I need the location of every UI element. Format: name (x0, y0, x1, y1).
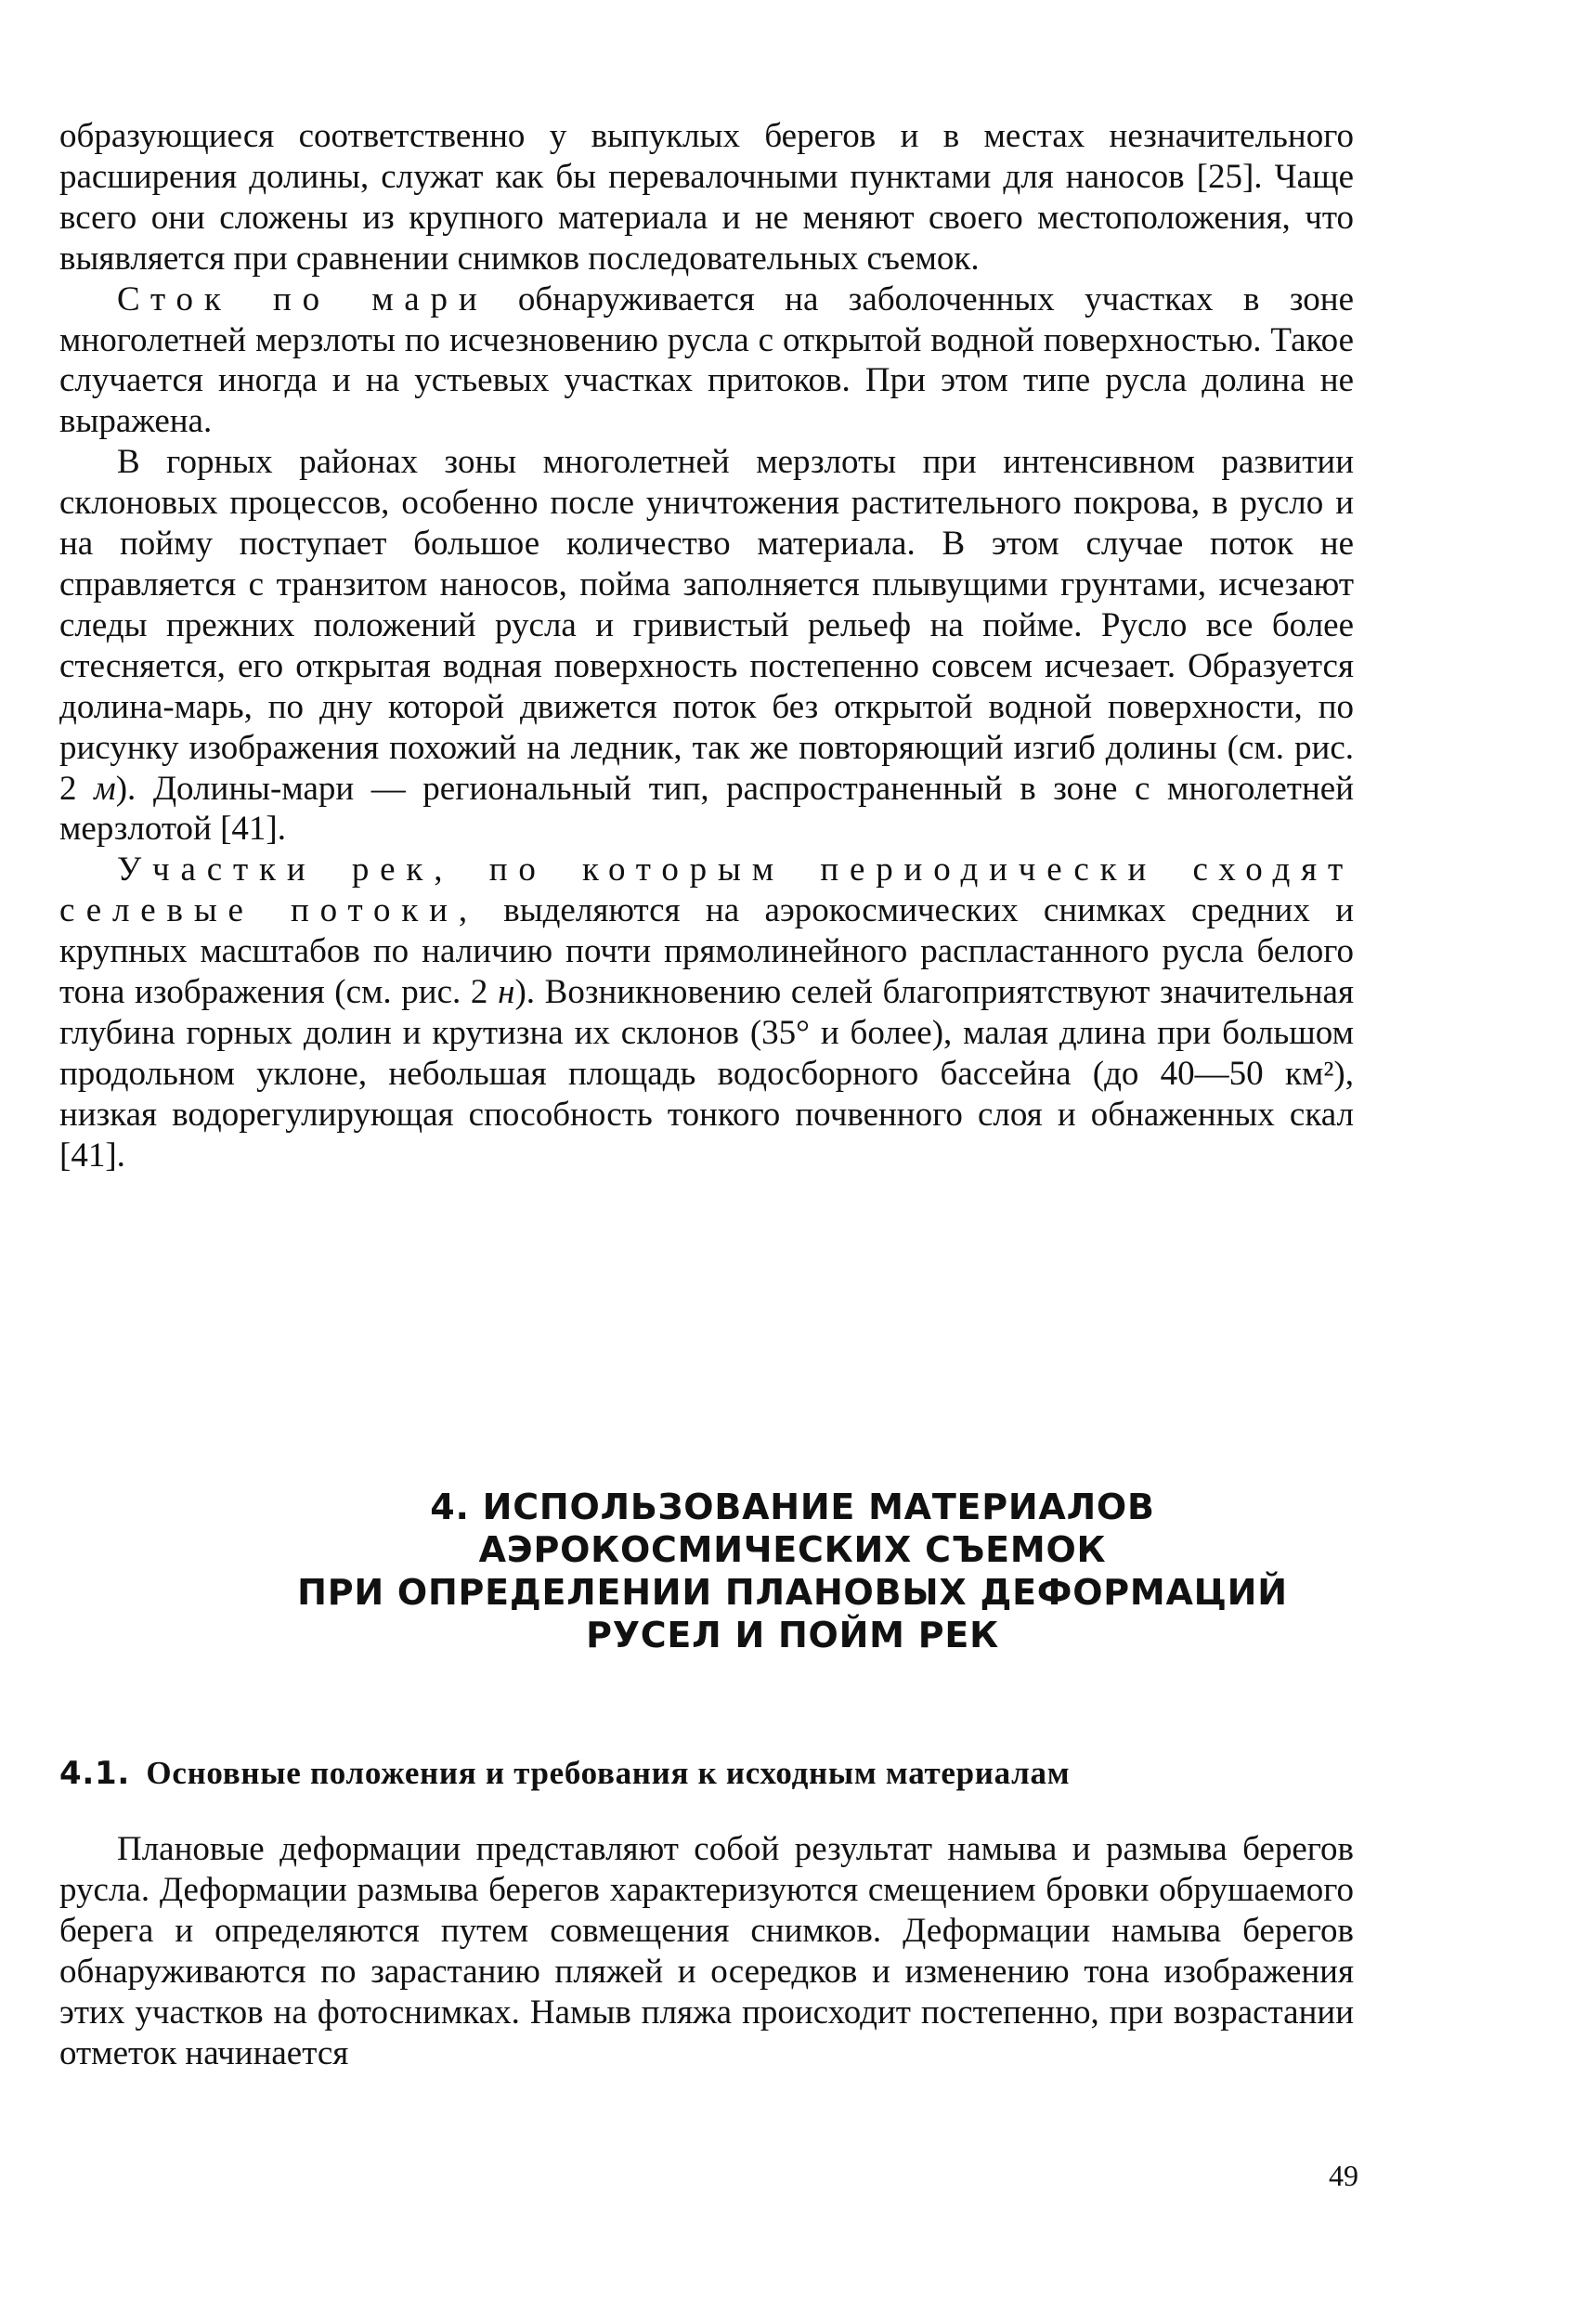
section-number: 4.1. (59, 1755, 130, 1792)
heading-line: РУСЕЛ И ПОЙМ РЕК (586, 1615, 999, 1655)
paragraph-mudflows (59, 850, 1354, 1175)
spaced-term: Участки рек, по которым периодически сходят селевые потоки, (59, 850, 1354, 930)
paragraph-text: В горных районах зоны многолетней мерзлоты при интенсивном развитии склоновых процессов, особенно после уничтожения растительного покрова, в русло и на пойму поступает большое количество материала. В этом случае поток не справляется с транзитом наносов, пойма заполняется плывущими грунтами, исчезают следы прежних положений русла и гривистый рельеф на пойме. Русло все более стесняется, его открытая водная поверхность постепенно совсем исчезает. Образуется долина-марь, по дну которой движется поток без открытой водной поверхности, по рисунку изображения похожий на ледник, так же повторяющий изгиб долины (см. рис. 2 (59, 443, 1354, 808)
paragraph-continuation (59, 116, 1354, 279)
heading-line: ПРИ ОПРЕДЕЛЕНИИ ПЛАНОВЫХ ДЕФОРМАЦИЙ (297, 1572, 1288, 1613)
body-text-block (59, 116, 1354, 1176)
chapter-heading (0, 1486, 1585, 1656)
paragraph-text: обнаруживается на заболоченных участках в зоне многолетней мерзлоты по исчезновению русла с открытой водной поверхностью. Такое случается иногда и на устьевых участках притоков. При этом типе русла долина не выражена. (59, 279, 1354, 441)
section-text-block (59, 1829, 1354, 2073)
section-subheading (59, 1754, 1354, 1793)
figure-ref: н (498, 973, 515, 1012)
paragraph-mountain-regions (59, 442, 1354, 850)
heading-line: 4. ИСПОЛЬЗОВАНИЕ МАТЕРИАЛОВ (430, 1487, 1155, 1527)
paragraph-text: Плановые деформации представляют собой результат намыва и размыва берегов русла. Деформации размыва берегов характеризуются смещением бровки обрушаемого берега и определяются путем совмещения снимков. Деформации намыва берегов обнаруживаются по зарастанию пляжей и осередков и изменению тона изображения этих участков на фотоснимках. Намыв пляжа происходит постепенно, при возрастании отметок начинается (59, 1830, 1354, 2072)
paragraph-text: выделяются на аэрокосмических снимках средних и крупных масштабов по наличию почти прямолинейного распластанного русла белого тона изображения (см. рис. 2 (59, 891, 1354, 1012)
figure-ref: м (94, 769, 116, 808)
paragraph-stok-po-mari (59, 279, 1354, 443)
paragraph-plan-deformations (59, 1829, 1354, 2073)
heading-line: АЭРОКОСМИЧЕСКИХ СЪЕМОК (478, 1529, 1107, 1570)
spaced-term: Сток по мари (117, 279, 488, 318)
section-title: Основные положения и требования к исходным материалам (146, 1755, 1071, 1791)
paragraph-text-tail: ). Возникновению селей благоприятствуют значительная глубина горных долин и крутизна их склонов (35° и более), малая длина при большом продольном уклоне, небольшая площадь водосборного бассейна (до 40—50 км²), низкая водорегулирующая способность тонкого почвенного слоя и обнаженных скал [41]. (59, 973, 1354, 1175)
page-number: 49 (1329, 2159, 1358, 2192)
paragraph-text-tail: ). Долины-мари — региональный тип, распространенный в зоне с многолетней мерзлотой [41]. (59, 769, 1354, 849)
paragraph-text: образующиеся соответственно у выпуклых берегов и в местах незначительного расширения долины, служат как бы перевалочными пунктами для наносов [25]. Чаще всего они сложены из крупного материала и не меняют своего местоположения, что выявляется при сравнении снимков последовательных съемок. (59, 117, 1354, 278)
